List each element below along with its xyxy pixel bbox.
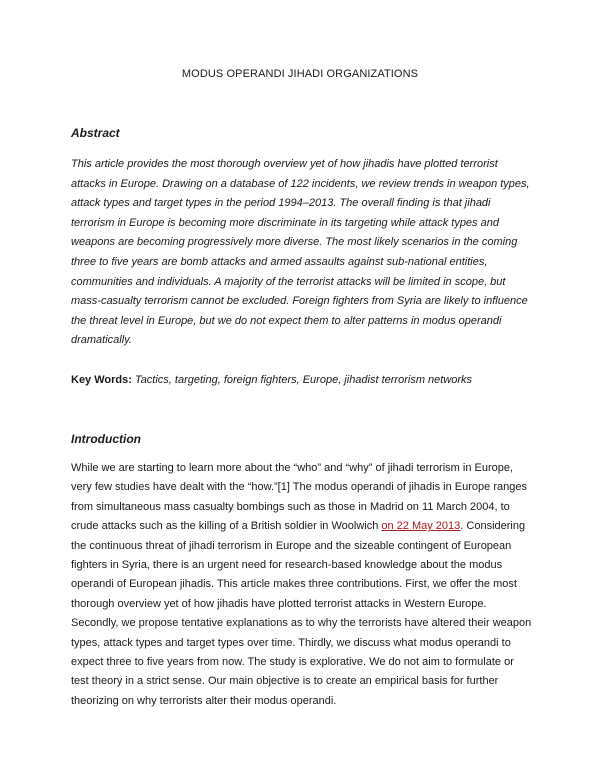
introduction-heading: Introduction [71,432,141,446]
date-link[interactable]: on 22 May 2013 [381,520,461,533]
keywords-label: Key Words: [71,374,132,386]
keywords-line [71,374,535,386]
abstract-text: This article provides the most thorough overview yet of how jihadis have plotted terrorist attacks in Europe. Drawing on a database of 122 incidents, we review trends in weapon types, attack types and target types in the period 1994–2013. The overall finding is that jihadi terrorism in Europe is becoming more discriminate in its targeting while attack types and weapons are becoming progressively more diverse. The most likely scenarios in the coming three to five years are bomb attacks and armed assaults against sub-national entities, communities and individuals. A majority of the terrorist attacks will be limited in scope, but mass-casualty terrorism cannot be excluded. Foreign fighters from Syria are likely to influence the threat level in Europe, but we do not expect them to alter patterns in modus operandi dramatically. [71,158,530,347]
introduction-text-part-1: While we are starting to learn more about the “who” and “why” of jihadi terrorism in Europe, very few studies have dealt with the “how.”[1] The modus operandi of jihadis in Europe ranges from simultaneous mass casualty bombings such as those in Madrid on 11 March 2004, to crude attacks such as the killing of a British soldier in Woolwich [71,462,527,533]
keywords-text: Tactics, targeting, foreign fighters, Europe, jihadist terrorism networks [134,374,473,386]
document-title: MODUS OPERANDI JIHADI ORGANIZATIONS [181,68,419,80]
abstract-heading: Abstract [71,126,120,140]
introduction-text-part-2: . Considering the continuous threat of jihadi terrorism in Europe and the sizeable contingent of European fighters in Syria, there is an urgent need for research-based knowledge about the modus operandi of European jihadis. This article makes three contributions. First, we offer the most thorough overview yet of how jihadis have plotted terrorist attacks in Western Europe. Secondly, we propose tentative explanations as to why the terrorists have altered their weapon types, attack types and target types over time. Thirdly, we discuss what modus operandi to expect three to five years from now. The study is explorative. We do not aim to formulate or test theory in a strict sense. Our main objective is to create an empirical basis for further theorizing on why terrorists alter their modus operandi. [71,520,532,707]
introduction-text [71,459,533,711]
